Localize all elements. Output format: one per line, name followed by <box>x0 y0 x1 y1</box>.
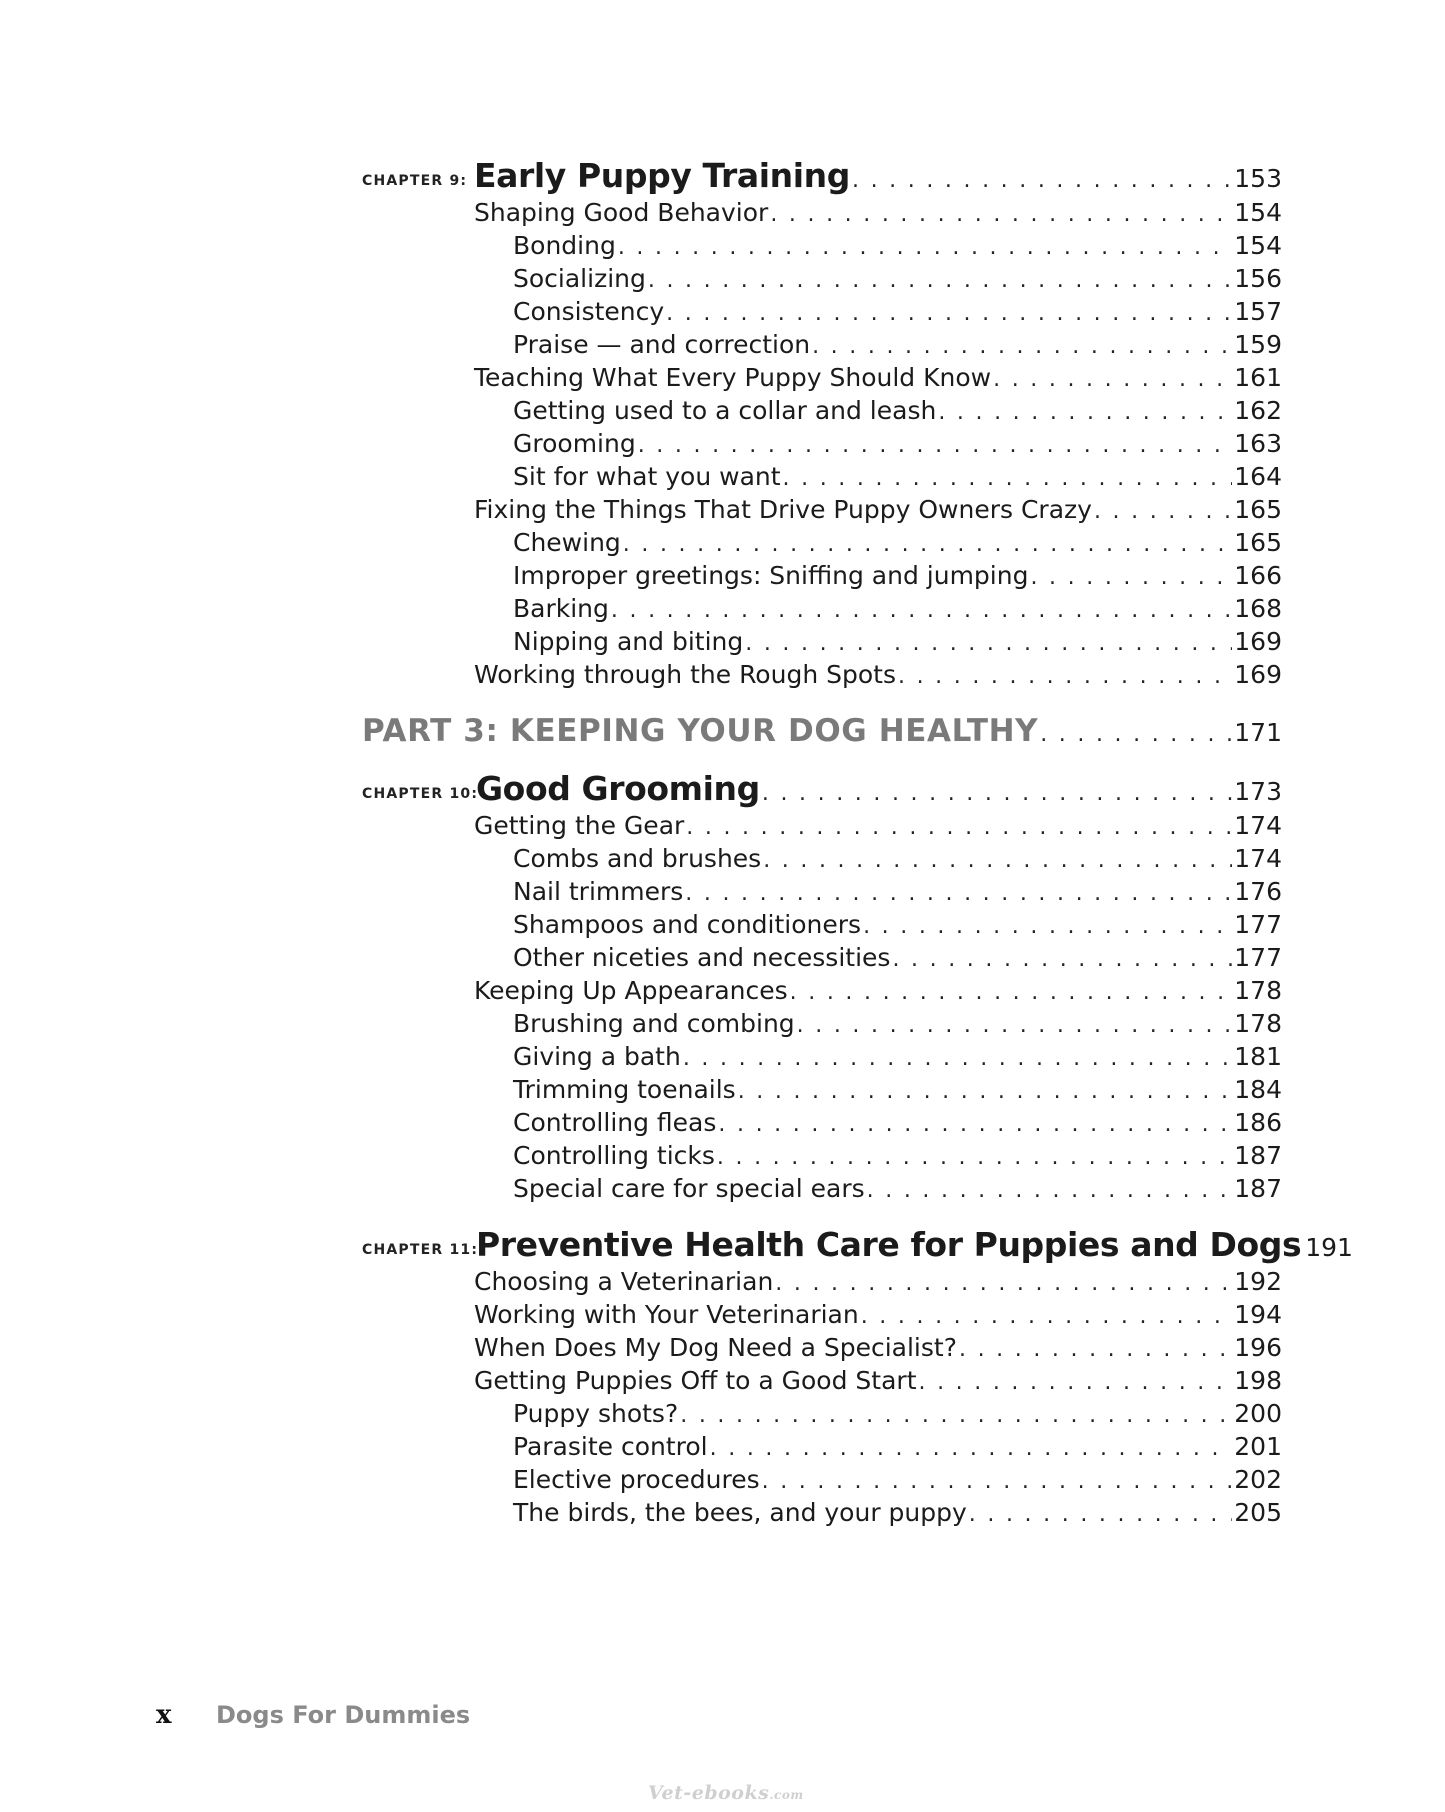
toc-subsection[interactable] <box>362 1465 1282 1498</box>
dot-leader <box>745 631 1232 656</box>
toc-subsection[interactable] <box>362 910 1282 943</box>
page-number: 177 <box>1234 943 1282 972</box>
page-number: 153 <box>1234 164 1282 193</box>
dot-leader <box>1094 499 1232 524</box>
dot-leader <box>790 980 1233 1005</box>
page-number: 200 <box>1234 1399 1282 1428</box>
page-number: 177 <box>1234 910 1282 939</box>
toc-subsection[interactable] <box>362 877 1282 910</box>
page-number: 154 <box>1234 198 1282 227</box>
toc-section[interactable] <box>362 811 1282 844</box>
page-footer <box>156 1700 470 1730</box>
subsection-title: Special care for special ears <box>513 1174 865 1203</box>
watermark-text: Vet-ebooks <box>648 1782 770 1804</box>
dot-leader <box>717 1145 1232 1170</box>
running-book-title: Dogs For Dummies <box>216 1701 471 1729</box>
page-number: 157 <box>1234 297 1282 326</box>
dot-leader <box>623 532 1232 557</box>
dot-leader <box>763 848 1232 873</box>
page-number: 198 <box>1234 1366 1282 1395</box>
chapter-number: CHAPTER 10: <box>362 786 479 802</box>
dot-leader <box>762 781 1232 806</box>
dot-leader <box>969 1502 1232 1527</box>
dot-leader <box>685 881 1232 906</box>
page-number: 184 <box>1234 1075 1282 1104</box>
watermark-domain: .com <box>769 1788 804 1802</box>
dot-leader <box>738 1079 1233 1104</box>
dot-leader <box>938 400 1232 425</box>
page-number: 201 <box>1234 1432 1282 1461</box>
page-number: 171 <box>1234 718 1282 747</box>
subsection-title: Grooming <box>513 429 636 458</box>
subsection-title: Getting used to a collar and leash <box>513 396 937 425</box>
section-title: Getting Puppies Off to a Good Start <box>474 1366 917 1395</box>
subsection-title: Bonding <box>513 231 616 260</box>
section-title: Fixing the Things That Drive Puppy Owners Crazy <box>474 495 1092 524</box>
toc-subsection[interactable] <box>362 1174 1282 1207</box>
toc-section[interactable] <box>362 495 1282 528</box>
toc-section[interactable] <box>362 660 1282 693</box>
page-number: 187 <box>1234 1174 1282 1203</box>
page-number: 169 <box>1234 627 1282 656</box>
page-number: 187 <box>1234 1141 1282 1170</box>
toc-subsection[interactable] <box>362 844 1282 877</box>
section-title: When Does My Dog Need a Specialist? <box>474 1333 957 1362</box>
toc-subsection[interactable] <box>362 264 1282 297</box>
folio-page-number: x <box>156 1700 172 1730</box>
toc-subsection[interactable] <box>362 396 1282 429</box>
page-number: 178 <box>1234 976 1282 1005</box>
chapter-number: CHAPTER 11: <box>362 1242 479 1258</box>
dot-leader <box>762 1469 1233 1494</box>
dot-leader <box>775 1271 1232 1296</box>
dot-leader <box>861 1304 1233 1329</box>
subsection-title: Elective procedures <box>513 1465 760 1494</box>
toc-subsection[interactable] <box>362 1075 1282 1108</box>
page-number: 173 <box>1234 777 1282 806</box>
chapter-title: Good Grooming <box>476 769 760 808</box>
subsection-title: Controlling fleas <box>513 1108 717 1137</box>
dot-leader <box>683 1046 1232 1071</box>
dot-leader <box>812 334 1232 359</box>
subsection-title: Nipping and biting <box>513 627 744 656</box>
page-number: 162 <box>1234 396 1282 425</box>
subsection-title: The birds, the bees, and your puppy <box>513 1498 967 1527</box>
page-number: 196 <box>1234 1333 1282 1362</box>
table-of-contents <box>362 156 1353 1531</box>
page-number: 163 <box>1234 429 1282 458</box>
page-number: 165 <box>1234 495 1282 524</box>
dot-leader <box>638 433 1233 458</box>
subsection-title: Socializing <box>513 264 646 293</box>
subsection-title: Sit for what you want <box>513 462 781 491</box>
section-title: Working with Your Veterinarian <box>474 1300 859 1329</box>
chapter-heading[interactable] <box>362 1225 1353 1267</box>
subsection-title: Other niceties and necessities <box>513 943 891 972</box>
page-number: 186 <box>1234 1108 1282 1137</box>
chapter-title: Early Puppy Training <box>474 156 850 195</box>
toc-subsection[interactable] <box>362 1432 1282 1465</box>
toc-subsection[interactable] <box>362 1108 1282 1141</box>
toc-subsection[interactable] <box>362 330 1282 363</box>
subsection-title: Consistency <box>513 297 665 326</box>
toc-subsection[interactable] <box>362 1141 1282 1174</box>
dot-leader <box>710 1436 1233 1461</box>
section-title: Choosing a Veterinarian <box>474 1267 774 1296</box>
dot-leader <box>770 202 1232 227</box>
toc-subsection[interactable] <box>362 594 1282 627</box>
toc-section[interactable] <box>362 198 1282 231</box>
subsection-title: Chewing <box>513 528 621 557</box>
section-title: Shaping Good Behavior <box>474 198 769 227</box>
toc-section[interactable] <box>362 1366 1282 1399</box>
page-number: 169 <box>1234 660 1282 689</box>
section-title: Working through the Rough Spots <box>474 660 896 689</box>
page-number: 202 <box>1234 1465 1282 1494</box>
toc-subsection[interactable] <box>362 297 1282 330</box>
section-title: Getting the Gear <box>474 811 685 840</box>
dot-leader <box>867 1178 1233 1203</box>
dot-leader <box>797 1013 1233 1038</box>
toc-subsection[interactable] <box>362 561 1282 594</box>
watermark-logo <box>648 1782 804 1804</box>
dot-leader <box>898 664 1232 689</box>
subsection-title: Barking <box>513 594 609 623</box>
dot-leader <box>1030 565 1232 590</box>
subsection-title: Brushing and combing <box>513 1009 795 1038</box>
page-number: 168 <box>1234 594 1282 623</box>
chapter-title: Preventive Health Care for Puppies and Dogs <box>476 1225 1302 1264</box>
dot-leader <box>618 235 1232 260</box>
toc-subsection[interactable] <box>362 231 1282 264</box>
dot-leader <box>718 1112 1232 1137</box>
dot-leader <box>993 367 1232 392</box>
dot-leader <box>863 914 1232 939</box>
toc-subsection[interactable] <box>362 429 1282 462</box>
dot-leader <box>686 815 1232 840</box>
dot-leader <box>852 168 1232 193</box>
dot-leader <box>611 598 1232 623</box>
part-heading[interactable] <box>362 713 1282 757</box>
toc-section[interactable] <box>362 1300 1282 1333</box>
subsection-title: Trimming toenails <box>513 1075 736 1104</box>
dot-leader <box>892 947 1232 972</box>
page-number: 154 <box>1234 231 1282 260</box>
dot-leader <box>648 268 1232 293</box>
subsection-title: Improper greetings: Sniffing and jumping <box>513 561 1029 590</box>
subsection-title: Praise — and correction <box>513 330 811 359</box>
spacer <box>362 1207 1282 1225</box>
dot-leader <box>666 301 1232 326</box>
page-number: 165 <box>1234 528 1282 557</box>
section-title: Teaching What Every Puppy Should Know <box>474 363 992 392</box>
page-number: 205 <box>1234 1498 1282 1527</box>
section-title: Keeping Up Appearances <box>474 976 788 1005</box>
toc-subsection[interactable] <box>362 1042 1282 1075</box>
subsection-title: Giving a bath <box>513 1042 681 1071</box>
toc-section[interactable] <box>362 1333 1282 1366</box>
dot-leader <box>680 1403 1232 1428</box>
subsection-title: Puppy shots? <box>513 1399 679 1428</box>
page-number: 194 <box>1234 1300 1282 1329</box>
page-number: 166 <box>1234 561 1282 590</box>
toc-section[interactable] <box>362 1267 1282 1300</box>
chapter-number: CHAPTER 9: <box>362 173 468 189</box>
page-number: 181 <box>1234 1042 1282 1071</box>
subsection-title: Controlling ticks <box>513 1141 715 1170</box>
toc-subsection[interactable] <box>362 627 1282 660</box>
subsection-title: Combs and brushes <box>513 844 762 873</box>
toc-subsection[interactable] <box>362 943 1282 976</box>
chapter-heading[interactable] <box>362 769 1282 811</box>
dot-leader <box>959 1337 1232 1362</box>
toc-section[interactable] <box>362 976 1282 1009</box>
chapter-heading[interactable] <box>362 156 1282 198</box>
page-number: 174 <box>1234 811 1282 840</box>
page-number: 178 <box>1234 1009 1282 1038</box>
page-number: 192 <box>1234 1267 1282 1296</box>
page-number: 156 <box>1234 264 1282 293</box>
toc-subsection[interactable] <box>362 528 1282 561</box>
toc-subsection[interactable] <box>362 1399 1282 1432</box>
dot-leader <box>783 466 1233 491</box>
page-number: 176 <box>1234 877 1282 906</box>
page-number: 164 <box>1234 462 1282 491</box>
dot-leader <box>919 1370 1233 1395</box>
toc-subsection[interactable] <box>362 1498 1282 1531</box>
dot-leader <box>1040 722 1232 747</box>
toc-subsection[interactable] <box>362 1009 1282 1042</box>
toc-section[interactable] <box>362 363 1282 396</box>
part-title: PART 3: KEEPING YOUR DOG HEALTHY <box>362 713 1039 749</box>
subsection-title: Shampoos and conditioners <box>513 910 862 939</box>
page-number: 161 <box>1234 363 1282 392</box>
page-number: 174 <box>1234 844 1282 873</box>
page-number: 191 <box>1305 1233 1353 1262</box>
subsection-title: Nail trimmers <box>513 877 684 906</box>
toc-subsection[interactable] <box>362 462 1282 495</box>
subsection-title: Parasite control <box>513 1432 708 1461</box>
page-number: 159 <box>1234 330 1282 359</box>
